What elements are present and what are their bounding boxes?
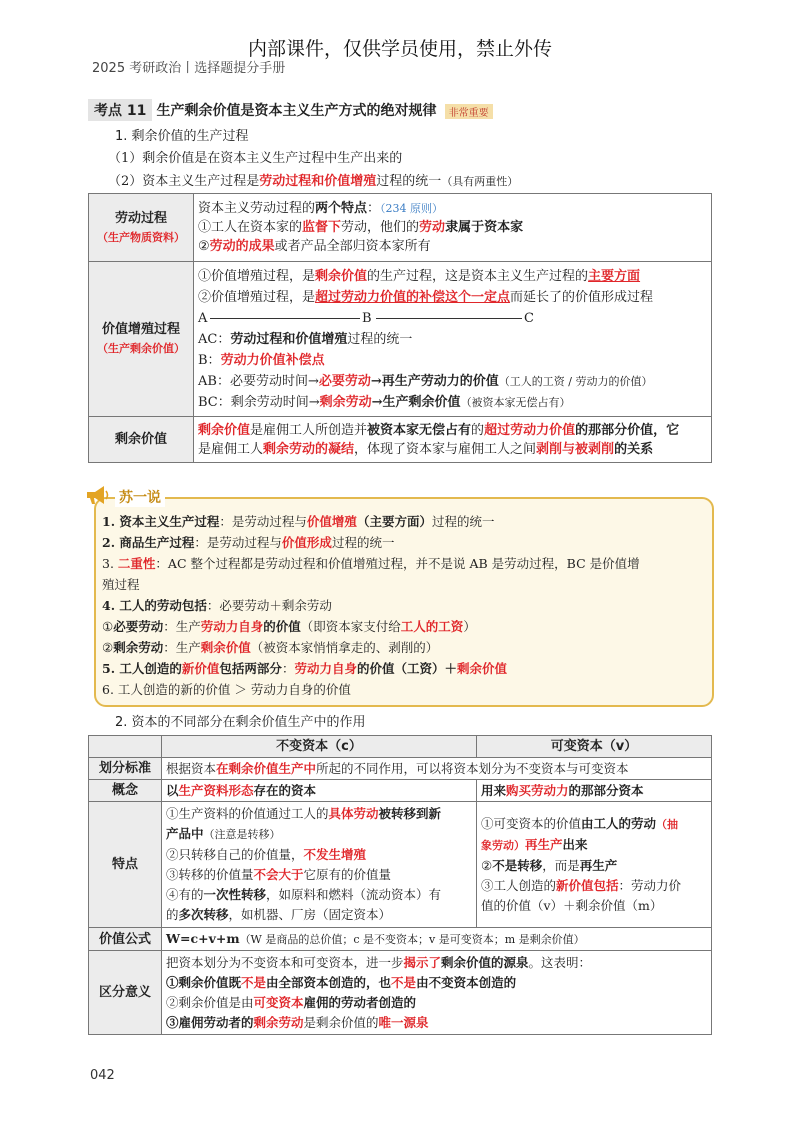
text: ④有的 [166, 887, 204, 902]
row-header: 划分标准 [89, 758, 162, 780]
text: 剩余劳动 [253, 1014, 304, 1030]
text: 主要方面 [588, 268, 641, 284]
text: ①生产资料的价值通过工人的 [166, 806, 329, 821]
section-heading [88, 99, 708, 121]
text: 剩余价值 [315, 268, 368, 284]
abc-line [198, 308, 707, 329]
text: 所起的不同作用，可以将资本划分为不变资本与可变资本 [316, 761, 629, 776]
text: 多次转移 [178, 907, 229, 922]
point-b: B [362, 310, 372, 326]
row-header [89, 194, 194, 262]
text: 劳动力价值补偿点 [220, 352, 325, 368]
text: 存在的资本 [253, 783, 317, 798]
text: ： [281, 661, 295, 676]
text: ：生产 [163, 640, 201, 655]
text: 不是 [241, 974, 267, 990]
text: 包括两部分 [219, 661, 282, 676]
cell [477, 780, 712, 802]
text: 劳动过程 [114, 210, 167, 226]
text: ：是劳动过程与 [194, 535, 282, 550]
row-header [89, 417, 194, 463]
text: 的那部分资本 [568, 783, 644, 798]
text: 的那部分价值，它 [575, 422, 680, 438]
row-header: 区分意义 [89, 951, 162, 1035]
text: 剥削与被剥削 [536, 441, 615, 457]
text: 是剩余价值的 [303, 1014, 379, 1030]
text: 必要劳动 [318, 373, 371, 389]
text: 生产资料形态 [178, 783, 254, 798]
text: 唯一源泉 [378, 1014, 429, 1030]
text: ，体现了资本家与雇佣工人之间 [354, 441, 537, 457]
text: 再生产 [525, 836, 563, 852]
text: 剩余价值 [456, 661, 507, 676]
text: 1. 资本主义生产过程 [102, 514, 220, 529]
table-row [89, 736, 712, 758]
text: ② [481, 857, 493, 873]
text: 5. 工人创造的 [102, 661, 182, 676]
row-header: 概念 [89, 780, 162, 802]
text: 根据资本 [166, 761, 217, 776]
text: 劳动 [419, 220, 446, 235]
column-header: 可变资本（v） [477, 736, 712, 758]
note-content [102, 511, 704, 700]
text: →再生产劳动力的价值 [370, 373, 499, 389]
text: W=c+v+m [166, 931, 240, 946]
corner-cell [89, 736, 162, 758]
text: 由不变资本创造的 [416, 974, 517, 990]
text: ：是劳动过程与 [219, 514, 307, 529]
table-row [89, 417, 712, 463]
row-header: 特点 [89, 802, 162, 928]
text: 劳动过程和价值增殖 [259, 174, 377, 189]
watermark-title: 内部课件，仅供学员使用，禁止外传 [247, 38, 552, 60]
text: 具体劳动 [328, 806, 379, 821]
text: 2. 商品生产过程 [102, 535, 195, 550]
text: 超过劳动力价值 [484, 422, 576, 438]
text: 殖过程 [102, 577, 140, 592]
point-a: A [198, 310, 208, 326]
text: 剩余价值 [200, 640, 251, 655]
cell [194, 417, 712, 463]
megaphone-icon [84, 484, 110, 506]
text: ②只转移自己的价值量， [166, 847, 304, 862]
text: ： [367, 201, 381, 216]
text: 必要劳动 [113, 619, 164, 634]
text: 的生产过程，这是资本主义生产过程的 [367, 268, 589, 284]
text: ：AC 整个过程都是劳动过程和价值增殖过程，并不是说 AB 是劳动过程，BC 是价值增 [155, 556, 640, 571]
sub1-p1: （1）剩余价值是在资本主义生产过程中生产出来的 [108, 151, 403, 166]
text: 工人的工资 [400, 619, 464, 634]
text: 不是 [391, 974, 417, 990]
text: ：劳动力价 [618, 877, 682, 893]
text: ①可变资本的价值 [481, 815, 582, 831]
text: 的 [166, 907, 179, 922]
text: 两个特点 [315, 201, 368, 216]
page-number: 042 [90, 1068, 115, 1083]
text: 6. 工人创造的新的价值 ＞ 劳动力自身的价值 [102, 682, 351, 697]
text: 象劳动） [481, 838, 525, 852]
table-row [89, 194, 712, 262]
text: 把资本划分为不变资本和可变资本，进一步 [166, 954, 404, 970]
importance-badge: 非常重要 [445, 104, 493, 119]
text: 剩余价值的源泉 [441, 954, 529, 970]
text: ，如机器、厂房（固定资本） [228, 907, 392, 922]
cell [162, 780, 477, 802]
table-row [89, 262, 712, 417]
text: B： [198, 352, 221, 368]
text: AC： [198, 331, 231, 347]
section-tag: 考点 11 [88, 99, 152, 121]
text: （主要方面） [356, 514, 432, 529]
text: 劳动力自身 [200, 619, 264, 634]
table-production-process [88, 193, 712, 463]
text: 再生产 [579, 857, 618, 873]
text: 可变资本 [253, 994, 304, 1010]
text: BC：剩余劳动时间→ [198, 394, 320, 410]
text: 剩余劳动 [319, 394, 372, 410]
text: 产品中 [166, 826, 204, 841]
text: 的价值 [263, 619, 301, 634]
text: 过程的统一 [331, 535, 395, 550]
text: （生产剩余价值） [97, 342, 185, 355]
table-row [89, 802, 712, 928]
text: ②价值增殖过程，是 [198, 289, 316, 305]
text: （2）资本主义生产过程是 [108, 174, 260, 189]
text: 劳动力自身 [294, 661, 357, 676]
table-row [89, 758, 712, 780]
text: ③雇佣劳动者的 [166, 1014, 254, 1030]
text: ① [102, 619, 114, 634]
text: 由全部资本创造的，也 [266, 974, 392, 990]
text: 或者产品全部归资本家所有 [274, 239, 431, 254]
text: 剩余价值 [198, 422, 251, 438]
text: 价值形成 [281, 535, 332, 550]
text: （234 原则） [380, 202, 444, 215]
text: 劳动的成果 [209, 239, 275, 254]
text: ② [102, 640, 114, 655]
text: 出来 [562, 836, 588, 852]
table-row [89, 780, 712, 802]
note-title: 苏一说 [115, 487, 165, 507]
cell [194, 262, 712, 417]
text: ①工人在资本家的 [198, 220, 303, 235]
text: ② [198, 239, 210, 254]
table-row [89, 951, 712, 1035]
text: 二重性 [117, 556, 156, 571]
text: （被资本家无偿占有） [460, 395, 571, 409]
text: 被资本家无偿占有 [367, 422, 472, 438]
text: ，而是 [542, 857, 580, 873]
row-header [89, 262, 194, 417]
text: 不是转移 [492, 857, 543, 873]
cell [194, 194, 712, 262]
cell [162, 802, 477, 928]
text: 在剩余价值生产中 [216, 761, 317, 776]
text: 4. 工人的劳动包括 [102, 598, 207, 613]
text: 劳动过程和价值增殖 [230, 331, 348, 347]
text: 被转移到新 [378, 806, 442, 821]
book-title: 2025 考研政治丨选择题提分手册 [92, 61, 286, 76]
point-c: C [524, 310, 534, 326]
text: 由工人的劳动 [581, 815, 657, 831]
text: ①剩余价值既 [166, 974, 242, 990]
column-header: 不变资本（c） [162, 736, 477, 758]
text: 价值增殖过程 [101, 322, 180, 337]
cell [162, 951, 712, 1035]
cell [162, 758, 712, 780]
text: 资本主义劳动过程的 [198, 201, 316, 216]
cell [477, 802, 712, 928]
text: 过程的统一 [347, 331, 413, 347]
text: 新价值 [181, 661, 220, 676]
text: 价值增殖 [306, 514, 357, 529]
row-header: 价值公式 [89, 928, 162, 951]
text: 剩余劳动 [113, 640, 164, 655]
text: ①价值增殖过程，是 [198, 268, 316, 284]
text: 雇佣的劳动者创造的 [303, 994, 417, 1010]
text: （工人的工资 / 劳动力的价值） [498, 374, 653, 388]
cell [162, 928, 712, 951]
text: 值的价值（v）＋剩余价值（m） [481, 897, 663, 913]
text: 是雇佣工人所创造并 [250, 422, 368, 438]
text: 的价值（工资）＋ [356, 661, 457, 676]
table-row [89, 928, 712, 951]
table-capital-parts [88, 735, 712, 1035]
sub1-p2 [108, 170, 518, 189]
segment-ab [210, 318, 360, 319]
text: 劳动，他们的 [341, 220, 420, 235]
text: 过程的统一 [431, 514, 495, 529]
text: →生产剩余价值 [371, 394, 461, 410]
text: 的 [471, 422, 485, 438]
text: （生产物质资料） [97, 230, 185, 244]
text: 。这表明： [528, 954, 592, 970]
text: 揭示了 [403, 954, 442, 970]
text: 而延长了的价值形成过程 [510, 289, 654, 305]
text: 用来 [481, 783, 507, 798]
text: 过程的统一 [376, 174, 442, 189]
text: 隶属于资本家 [445, 220, 524, 235]
text: ②剩余价值是由 [166, 994, 254, 1010]
text: 的关系 [614, 441, 654, 457]
text: 一次性转移 [203, 887, 267, 902]
text: 是雇佣工人 [198, 441, 264, 457]
text: 剩余劳动的凝结 [263, 441, 355, 457]
text: 监督下 [302, 220, 342, 235]
text: ：生产 [163, 619, 201, 634]
text: 新价值包括 [556, 877, 619, 893]
text: 超过劳动力价值的补偿这个一定点 [315, 289, 511, 305]
text: ，如原料和燃料（流动资本）有 [266, 887, 442, 902]
text: ③工人创造的 [481, 877, 557, 893]
text: ：必要劳动＋剩余劳动 [206, 598, 332, 613]
text: 不发生增殖 [303, 847, 367, 862]
text: 以 [166, 783, 179, 798]
text: （即资本家支付给 [300, 619, 401, 634]
sub2-title: 2. 资本的不同部分在剩余价值生产中的作用 [115, 715, 366, 730]
text: （抽 [656, 817, 679, 831]
text: ） [463, 619, 476, 634]
text: （注意是转移） [203, 828, 281, 841]
section-title: 生产剩余价值是资本主义生产方式的绝对规律 [156, 103, 437, 119]
sub1-title: 1. 剩余价值的生产过程 [115, 129, 249, 144]
text: 3. [102, 556, 118, 571]
text: ③转移的价值量 [166, 867, 254, 882]
text: 剩余价值 [114, 432, 167, 447]
text: （具有两重性） [441, 175, 519, 188]
text: 它原有的价值量 [303, 867, 392, 882]
segment-bc [376, 318, 522, 319]
text: （W 是商品的总价值；c 是不变资本；v 是可变资本；m 是剩余价值） [239, 933, 585, 946]
text: AB：必要劳动时间→ [198, 373, 319, 389]
text: 不会大于 [253, 867, 304, 882]
text: （被资本家悄悄拿走的、剥削的） [250, 640, 439, 655]
text: 购买劳动力 [506, 783, 569, 798]
